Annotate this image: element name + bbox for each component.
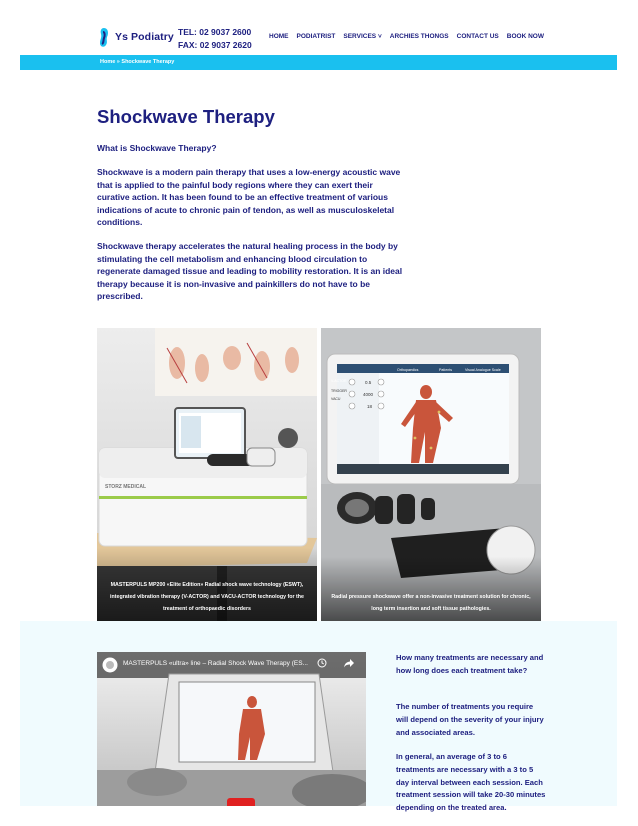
nav-services[interactable]: SERVICES ˅ [343,33,382,40]
main-nav [269,33,552,40]
share-icon[interactable] [343,658,355,668]
logo-text: Ys Podiatry [115,31,174,43]
video-thumbnail [97,652,366,806]
breadcrumb [100,59,174,65]
nav-contact-us[interactable]: CONTACT US [456,33,499,40]
fax-number: FAX: 02 9037 2620 [178,40,252,50]
video-embed[interactable] [97,652,366,806]
benefits-paragraph: Shockwave therapy accelerates the natural healing process in the body by stimulating the cell metabolism and enhancing blood circulation to regenerate damaged tissue and leading to mobility restoration. It is an ideal therapy because it is non-invasive and painkillers do not have to be prescribed. [97,241,403,302]
foot-logo-icon [97,26,111,48]
nav-podiatrist[interactable]: PODIATRIST [296,33,336,40]
faq-question: How many treatments are necessary and how long does each treatment take? [396,653,544,675]
breadcrumb-current: Shockwave Therapy [121,59,175,65]
device-photo-image [97,328,317,621]
channel-avatar-icon[interactable] [102,657,118,673]
breadcrumb-separator: » [115,59,122,65]
screen-photo [321,328,541,621]
nav-home[interactable]: HOME [269,33,289,40]
site-header [0,0,638,55]
phone-number[interactable]: TEL: 02 9037 2600 [178,27,252,37]
page-title: Shockwave Therapy [97,106,275,127]
device-photo [97,328,317,621]
watch-later-icon[interactable] [317,658,327,668]
nav-book-now[interactable]: BOOK NOW [506,33,544,40]
breadcrumb-bar [20,55,617,70]
faq-answer-1: The number of treatments you require will depend on the severity of your injury and associated areas. [396,702,544,737]
logo[interactable] [97,26,174,48]
video-title[interactable]: MASTERPULS «ultra» line – Radial Shock Wave Therapy (ES... [123,660,308,667]
section-question: What is Shockwave Therapy? [97,143,217,153]
screen-photo-caption: Radial pressure shockwave offer a non-invasive treatment solution for chronic, long term insertion and soft tissue pathologies. [331,594,531,612]
nav-archies-thongs[interactable]: ARCHIES THONGS [389,33,449,40]
breadcrumb-home[interactable]: Home [100,59,116,65]
intro-paragraph: Shockwave is a modern pain therapy that uses a low-energy acoustic wave that is applied to the painful body regions where they can exert their curative action. It has been found to be an effective treatment of various indications of acute to chronic pain of tendon, as well as musculoskeletal conditions. [97,167,401,228]
device-photo-caption: MASTERPULS MP200 «Elite Edition» Radial shock wave technology (ESWT), integrated vibration therapy (V-ACTOR) and VACU-ACTOR technology for the treatment of orthopaedic disorders [110,582,304,612]
contact-info [178,26,252,52]
faq-answer-2: In general, an average of 3 to 6 treatments are necessary with a 3 to 5 day interval between each session. Each treatment session will take 20-30 minutes depending on the treated area. [396,752,546,813]
screen-photo-image [321,328,541,621]
